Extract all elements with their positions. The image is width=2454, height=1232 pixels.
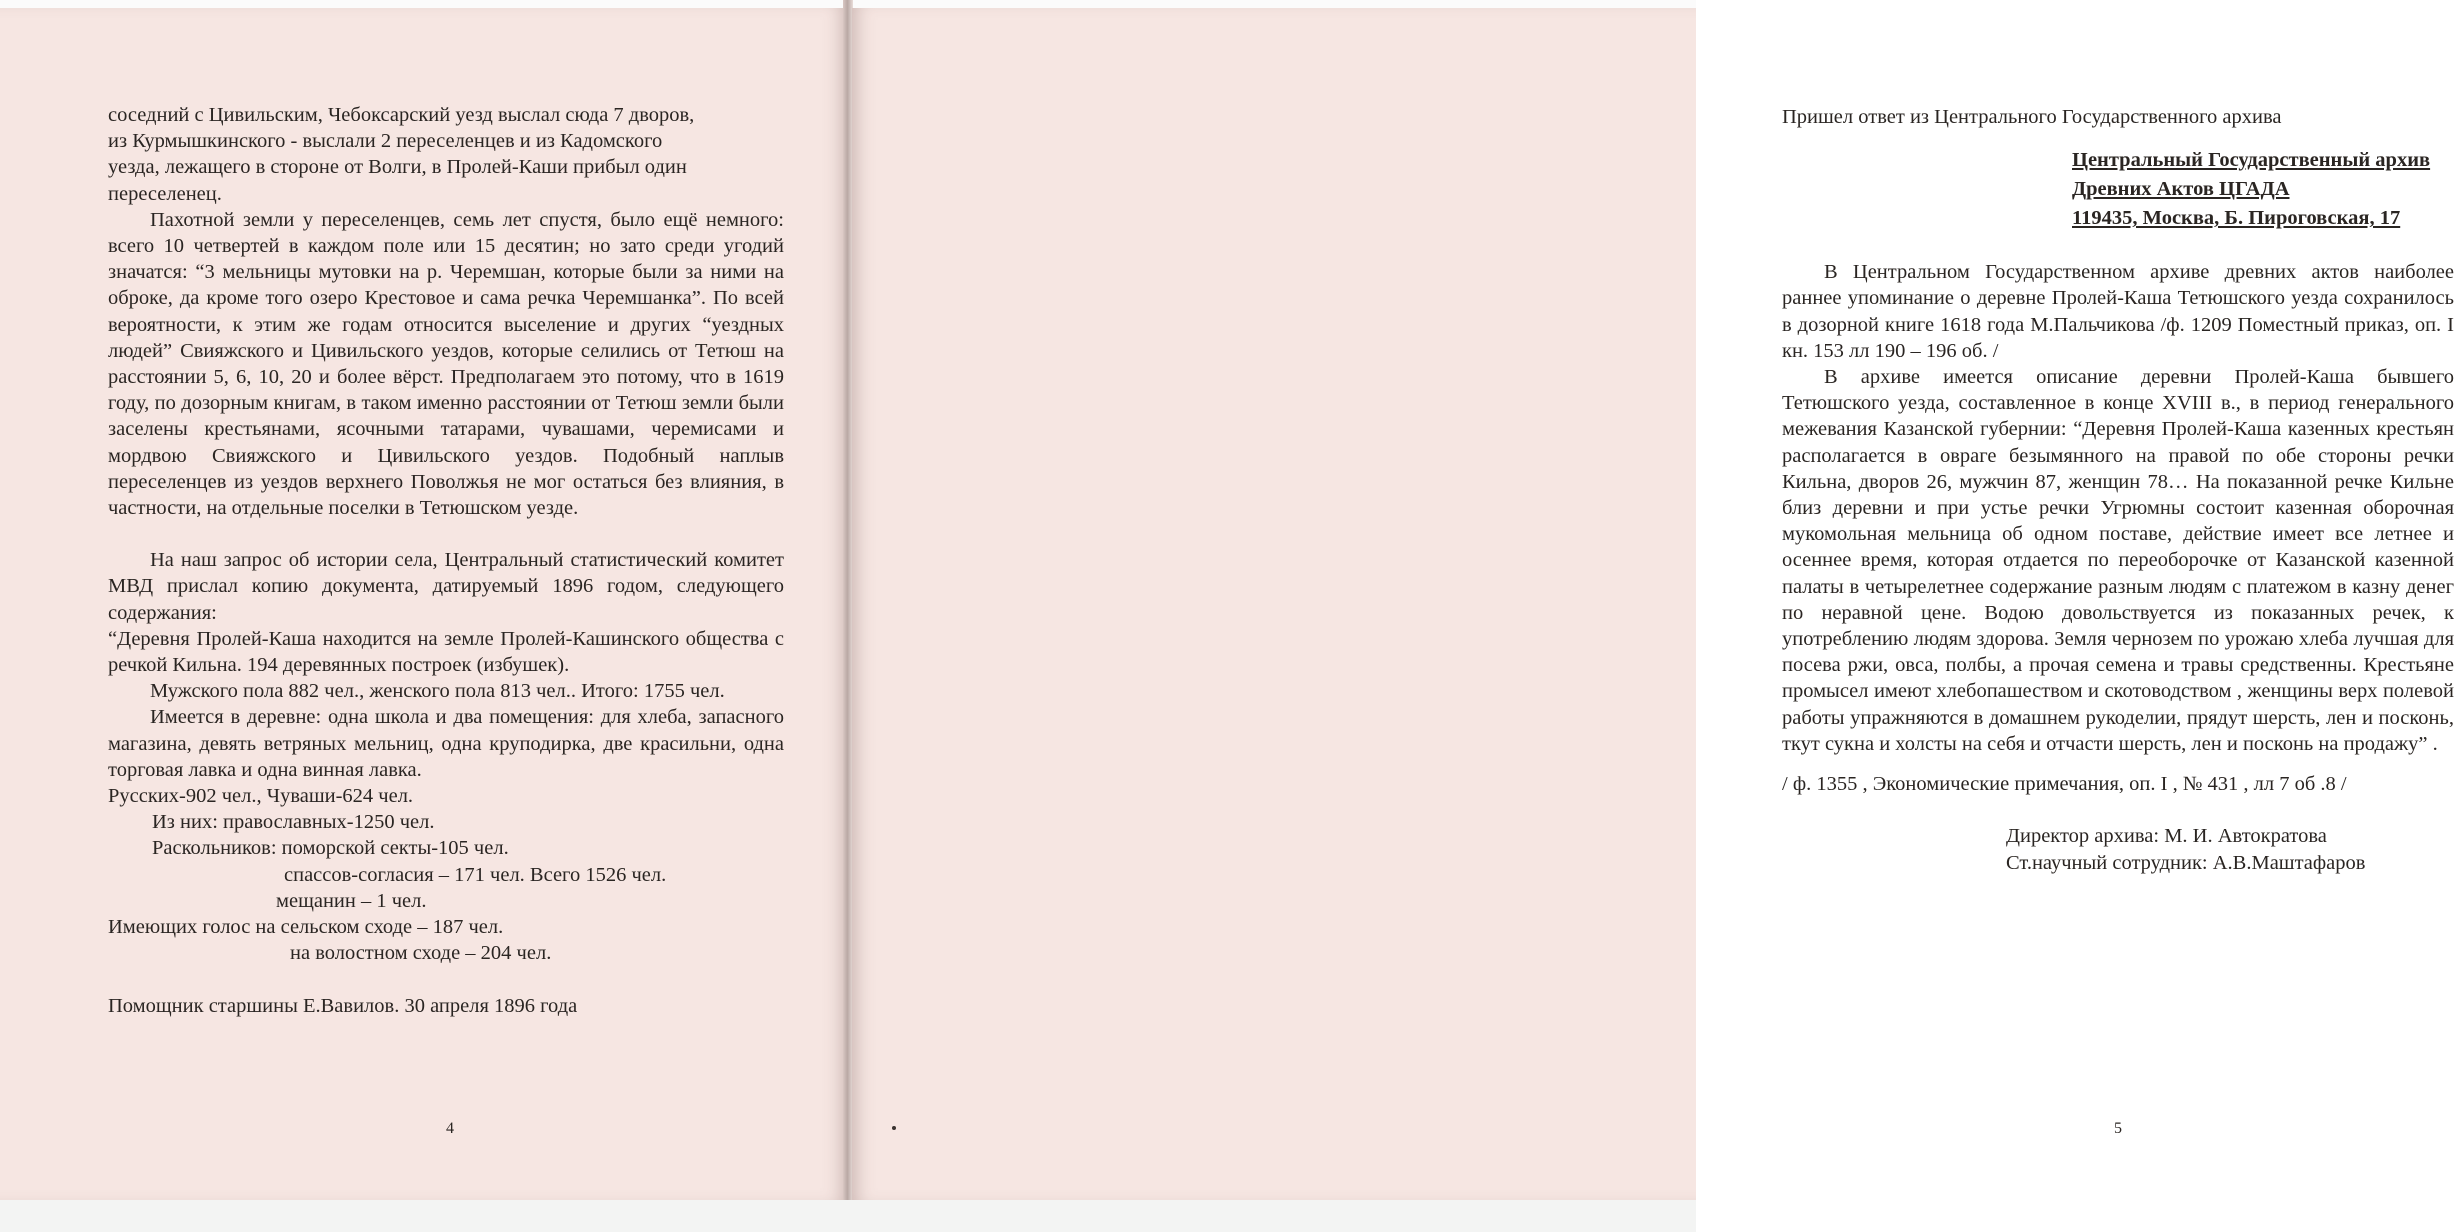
left-para-3: На наш запрос об истории села, Центральный статистический комитет МВД прислал копию документа, датируемый 1896 годом, следующего содержания: bbox=[108, 549, 784, 624]
line-meshchanin: мещанин – 1 чел. bbox=[276, 889, 427, 912]
archive-intro: Пришел ответ из Центрального Государственного архива bbox=[1782, 106, 2282, 128]
left-para-1 bbox=[108, 102, 784, 207]
line-orthodox: Из них: православных-1250 чел. bbox=[152, 811, 435, 834]
left-page bbox=[0, 8, 846, 1200]
archive-address bbox=[2072, 146, 2454, 233]
line-village-vote: Имеющих голос на сельском сходе – 187 чел. bbox=[108, 916, 504, 939]
right-para-2: В архиве имеется описание деревни Пролей-Каша бывшего Тетюшского уезда, составленное в конце XVIII в., в период генерального межевания Казанской губернии: “Деревня Пролей-Каша казенных крестьян располагается в овраге безымянного на правой по обе стороны речки Кильна, дворов 26, мужчин 87, женщин 78… На показанной речке Кильне близ деревни и при устье речки Угрюмны состоит казенная оборочная мукомольная мельница об одном поставе, действие имеет все летнее и осеннее время, которая отдается по переоборочке от Казанской казенной палаты в четырелетнее содержание разным людям с платежом в казну денег по неравной цене. Водою довольствуется из показанных речек, к употреблению людям здорова. Земля чернозем по урожаю хлеба лучшая для посева ржи, овса, полбы, а прочая семена и травы средственны. Крестьяне промысел имеют хлебопашеством и скотоводством , женщины верх полевой работы упражняются в домашнем рукоделии, прядут шерсть, лен и посконь, ткут сукна и холсты на себя и отчасти шерсть, лен и посконь на продажу” . bbox=[1782, 366, 2454, 755]
text-line: соседний с Цивильским, Чебоксарский уезд выслал сюда 7 дворов, bbox=[108, 104, 695, 126]
archive-reference: / ф. 1355 , Экономические примечания, оп. I , № 431 , лл 7 об .8 / bbox=[1782, 773, 2347, 796]
quote-buildings: “Деревня Пролей-Каша находится на земле Пролей-Кашинского общества с речкой Кильна. 194 деревянных построек (избушек). bbox=[108, 627, 784, 677]
director-signature: Директор архива: М. И. Автократова bbox=[2006, 825, 2327, 848]
address-line: 119435, Москва, Б. Пироговская, 17 bbox=[2072, 207, 2401, 230]
right-page-text bbox=[1782, 104, 2454, 877]
print-speck bbox=[892, 1126, 896, 1130]
text-line: из Курмышкинского - выслали 2 переселенцев и из Кадомского bbox=[108, 130, 663, 153]
page-number-left: 4 bbox=[446, 1120, 454, 1137]
quote-population: Мужского пола 882 чел., женского пола 813 чел.. Итого: 1755 чел. bbox=[150, 680, 725, 703]
right-para-1: В Центральном Государственном архиве древних актов наиболее раннее упоминание о деревне Пролей-Каша Тетюшского уезда сохранилось в дозорной книге 1618 года М.Пальчикова /ф. 1209 Поместный приказ, оп. I кн. 153 лл 190 – 196 об. / bbox=[1782, 261, 2454, 362]
left-signature: Помощник старшины Е.Вавилов. 30 апреля 1896 года bbox=[108, 994, 578, 1017]
quote-facilities: Имеется в деревне: одна школа и два помещения: для хлеба, запасного магазина, девять ветряных мельниц, одна круподирка, две красильни, одна торговая лавка и одна винная лавка. bbox=[108, 706, 784, 781]
line-schismatics: Раскольников: поморской секты-105 чел. bbox=[152, 837, 509, 860]
address-line: Древних Актов ЦГАДА bbox=[2072, 178, 2290, 201]
text-line: переселенец. bbox=[108, 182, 222, 205]
text-line: уезда, лежащего в стороне от Волги, в Пролей-Каши прибыл один bbox=[108, 156, 687, 179]
left-para-2: Пахотной земли у переселенцев, семь лет спустя, было ещё немного: всего 10 четвертей в каждом поле или 15 десятин; но зато среди угодий значатся: “3 мельницы мутовки на р. Черемшан, которые были за ними на оброке, да кроме того озеро Крестовое и сама речка Черемшанка”. По всей вероятности, к этим же годам относится выселение и других “уездных людей” Свияжского и Цивильского уездов, которые селились от Тетюш на расстоянии 5, 6, 10, 20 и более вёрст. Предполагаем это потому, что в 1619 году, по дозорным книгам, в таком именно расстоянии от Тетюш земли были заселены крестьянами, ясочными татарами, чувашами, черемисами и мордвою Свияжского и Цивильского уездов. Подобный наплыв переселенцев из уездов верхнего Поволжья не мог остаться без влияния, в частности, на отдельные поселки в Тетюшском уезде. bbox=[108, 208, 784, 520]
line-russians: Русских-902 чел., Чуваши-624 чел. bbox=[108, 785, 414, 808]
scan-bottom-edge bbox=[0, 1200, 1696, 1232]
line-volost-vote: на волостном сходе – 204 чел. bbox=[290, 942, 552, 965]
address-line: Центральный Государственный архив bbox=[2072, 149, 2431, 172]
line-spassov: спассов-согласия – 171 чел. Всего 1526 чел. bbox=[284, 863, 667, 886]
right-page bbox=[852, 8, 2454, 1200]
researcher-signature: Ст.научный сотрудник: А.В.Маштафаров bbox=[2006, 852, 2366, 875]
page-number-right: 5 bbox=[2114, 1120, 2122, 1137]
left-page-text bbox=[108, 102, 784, 1019]
